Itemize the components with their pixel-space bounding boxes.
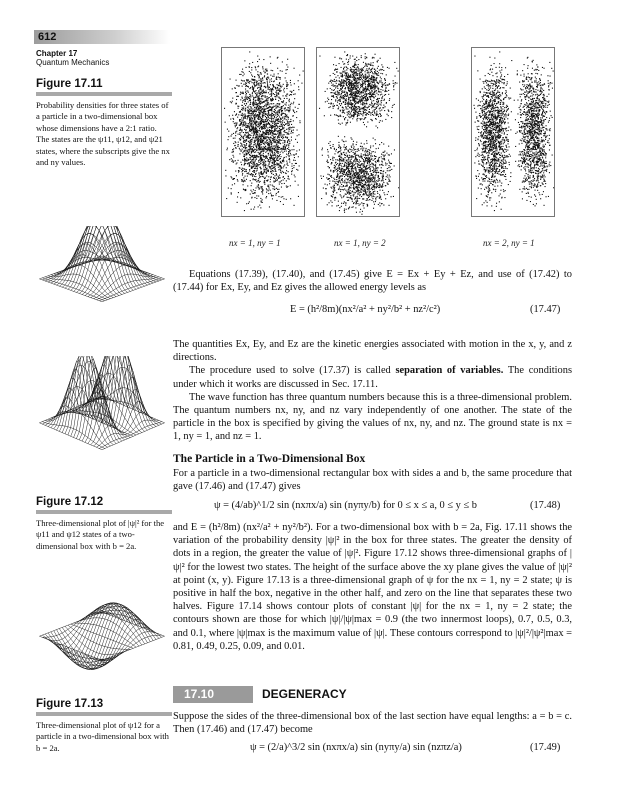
- density-dots-n12: [317, 48, 399, 216]
- equation-17-47-number: (17.47): [530, 304, 561, 315]
- density-dots-n11: [222, 48, 304, 216]
- figure-17-13-caption: Three-dimensional plot of ψ12 for a particle in a two-dimensional box with b = 2a.: [36, 720, 169, 753]
- surface-plot-psi12: [34, 356, 170, 478]
- figure-17-11-title: Figure 17.11: [36, 78, 103, 90]
- panel-label-n11: nx = 1, ny = 1: [229, 238, 281, 248]
- density-panel-n11: [221, 47, 305, 217]
- page-number: 612: [38, 31, 57, 43]
- equation-17-48-number: (17.48): [530, 500, 561, 511]
- section-number: 17.10: [184, 687, 215, 701]
- paragraph-energy-levels: Equations (17.39), (17.40), and (17.45) give E = Ex + Ey + Ez, and use of (17.42) to (17.44) for Ex, Ey, and Ez gives the allowed energy levels as: [173, 269, 572, 294]
- figure-17-11-caption: Probability densities for three states of a particle in a two-dimensional box whose dimensions have a 2:1 ratio. The states are the ψ11, ψ12, and ψ21 states, where the subscripts give the nx and ny values.: [36, 100, 170, 168]
- paragraph-probability-density: and E = (h²/8m) (nx²/a² + ny²/b²). For a two-dimensional box with b = 2a, Fig. 17.11 shows the variation of the probability density |ψ|² in the box for three states. The greater the density of dots in a region, the greater the value of |ψ|². Figure 17.12 shows three-dimensional graphs of |ψ|² for the lowest two states. The height of the surface above the xy plane gives the value of |ψ|² at point (x, y). Figure 17.13 is a three-dimensional graph of ψ for the nx = 1, ny = 2 state; ψ is positive in half the box, negative in the other half, and zero on the line that separates these two halves. Figure 17.14 shows contour plots of constant |ψ| for the nx = 1, ny = 2 state; the contours shown are those for which |ψ|/|ψ|max = 0.9 (the two innermost loops), 0.7, 0.5, 0.3, and 0.1, where |ψ|max is the maximum value of |ψ|. These contours correspond to |ψ|²/|ψ²|max = 0.81, 0.49, 0.25, 0.09, and 0.01.: [173, 522, 572, 652]
- equation-17-47: E = (h²/8m)(nx²/a² + ny²/b² + nz²/c²): [290, 304, 441, 315]
- panel-label-n21: nx = 2, ny = 1: [483, 238, 535, 248]
- section-heading-2d-box: The Particle in a Two-Dimensional Box: [173, 453, 366, 465]
- equation-17-48: ψ = (4/ab)^1/2 sin (nxπx/a) sin (nyπy/b) for 0 ≤ x ≤ a, 0 ≤ y ≤ b: [214, 500, 477, 511]
- equation-17-49-number: (17.49): [530, 742, 561, 753]
- panel-label-n12: nx = 1, ny = 2: [334, 238, 386, 248]
- section-title-degeneracy: DEGENERACY: [262, 687, 347, 701]
- density-panel-n21: [471, 47, 555, 217]
- paragraph-2d-box-intro: For a particle in a two-dimensional rectangular box with sides a and b, the same procedure that gave (17.46) and (17.47) gives: [173, 468, 572, 493]
- figure-17-13-rule: [36, 712, 172, 716]
- surface-plot-psi11: [34, 226, 170, 330]
- paragraph-degeneracy: Suppose the sides of the three-dimensional box of the last section have equal lengths: a = b = c. Then (17.46) and (17.47) become: [173, 711, 572, 736]
- figure-17-13-title: Figure 17.13: [36, 698, 104, 710]
- figure-17-12-caption: Three-dimensional plot of |ψ|² for the ψ11 and ψ12 states of a two-dimensional box with b = 2a.: [36, 518, 165, 551]
- chapter-label: Chapter 17: [36, 49, 78, 58]
- density-dots-n21: [472, 48, 554, 216]
- figure-17-12-rule: [36, 510, 172, 514]
- paragraph-kinetic: The quantities Ex, Ey, and Ez are the kinetic energies associated with motion in the x, y, and z directions. The procedure used to solve (17.37) is called separation of variables. The conditions under which it works are discussed in Sec. 17.11. The wave function has three quantum numbers because this is a three-dimensional problem. The quantum numbers nx, ny, and nz vary independently of one another. The state of the particle in the box is specified by giving the values of nx, ny, and nz. The ground state is nx = 1, ny = 1, and nz = 1.: [173, 339, 572, 443]
- surface-plot-psi12-signed: [34, 578, 170, 688]
- figure-17-12-title: Figure 17.12: [36, 496, 104, 508]
- density-panel-n12: [316, 47, 400, 217]
- equation-17-49: ψ = (2/a)^3/2 sin (nxπx/a) sin (nyπy/a) sin (nzπz/a): [250, 742, 462, 753]
- figure-17-11-rule: [36, 92, 172, 96]
- chapter-title: Quantum Mechanics: [36, 58, 110, 67]
